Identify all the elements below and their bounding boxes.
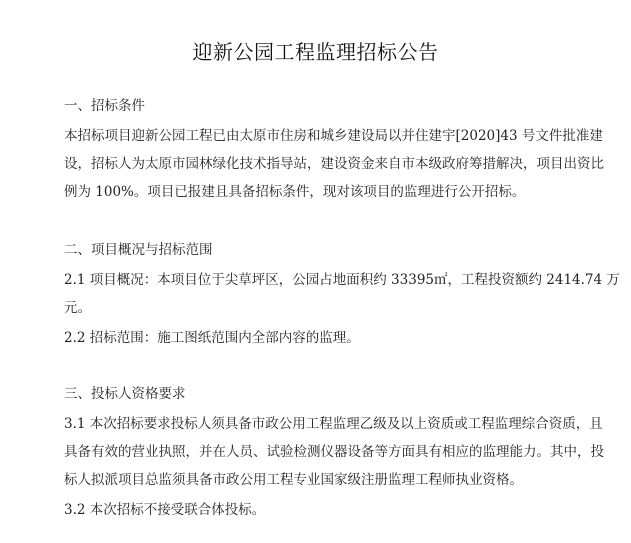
section-heading-project-overview: 二、项目概况与招标范围: [64, 242, 213, 258]
paragraph-line: 具备有效的营业执照，并在人员、试验检测仪器设备等方面具有相应的监理能力。其中，投: [64, 444, 604, 460]
paragraph-line: 3.1 本次招标要求投标人须具备市政公用工程监理乙级及以上资质或工程监理综合资质，且: [64, 416, 603, 432]
paragraph-line: 例为 100%。项目已报建且具备招标条件，现对该项目的监理进行公开招标。: [64, 184, 526, 200]
section-heading-bidding-conditions: 一、招标条件: [64, 98, 145, 114]
paragraph-line: 3.2 本次招标不接受联合体投标。: [64, 502, 266, 518]
paragraph-line: 2.1 项目概况：本项目位于尖草坪区，公园占地面积约 33395㎡，工程投资额约 2414.74 万: [64, 272, 620, 288]
paragraph-line: 2.2 招标范围：施工图纸范围内全部内容的监理。: [64, 330, 360, 346]
section-heading-bidder-qualifications: 三、投标人资格要求: [64, 386, 186, 402]
paragraph-line: 元。: [64, 300, 91, 316]
paragraph-line: 本招标项目迎新公园工程已由太原市住房和城乡建设局以并住建宇[2020]43 号文件批准建: [64, 128, 603, 144]
paragraph-line: 设，招标人为太原市园林绿化技术指导站，建设资金来自市本级政府筹措解决，项目出资比: [64, 156, 604, 172]
paragraph-line: 标人拟派项目总监须具备市政公用工程专业国家级注册监理工程师执业资格。: [64, 472, 523, 488]
document-title: 迎新公园工程监理招标公告: [192, 40, 439, 64]
